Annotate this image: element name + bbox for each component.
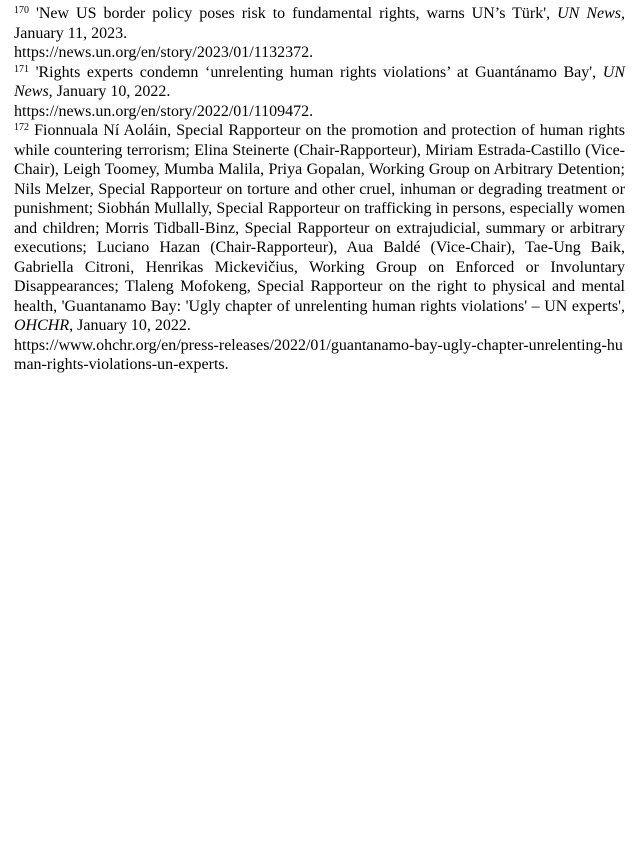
- citation-source-title: UN News,: [557, 5, 626, 22]
- citation-text: , January 10, 2022.: [69, 317, 191, 334]
- footnote-number: 170: [14, 5, 29, 16]
- footnote-url: https://news.un.org/en/story/2022/01/1109472.: [14, 102, 314, 120]
- footnote-172: [14, 121, 625, 375]
- citation-text: January 11, 2023.: [14, 24, 128, 42]
- footnote-number: 172: [14, 122, 29, 133]
- footnote-url: https://news.un.org/en/story/2023/01/1132372.: [14, 44, 314, 61]
- footnote-url: https://www.ohchr.org/en/press-releases/2022/01/guantanamo-bay-ugly-chapter-unrelenting-human-rights-violations-un-experts.: [14, 336, 623, 373]
- footnote-170: [14, 4, 625, 63]
- citation-source-title: OHCHR: [14, 317, 70, 334]
- citation-text: Fionnuala Ní Aoláin, Special Rapporteur on the promotion and protection of human rights while countering terrorism; Elina Steinerte (Chair-Rapporteur), Miriam Estrada-Castillo (Vice-Chair), Leigh Toomey, Mumba Malila, Priya Gopalan, Working Group on Arbitrary Detention; Nils Melzer, Special Rapporteur on torture and other cruel, inhuman or degrading treatment or punishment; Siobhán Mullally, Special Rapporteur on trafficking in persons, especially women and children; Morris Tidball-Binz, Special Rapporteur on extrajudicial, summary or arbitrary executions; Luciano Hazan (Chair-Rapporteur), Aua Baldé (Vice-Chair), Tae-Ung Baik, Gabriella Citroni, Henrikas Mickevičius, Working Group on Enforced or Involuntary Disappearances; Tlaleng Mofokeng, Special Rapporteur on the right to physical and mental health, 'Guantanamo Bay: 'Ugly chapter of unrelenting human rights violations' – UN experts',: [14, 122, 625, 315]
- citation-text: 'Rights experts condemn ‘unrelenting human rights violations’ at Guantánamo Bay',: [35, 63, 603, 81]
- footnotes-section: [14, 4, 625, 375]
- footnote-number: 171: [14, 63, 29, 75]
- citation-text: , January 10, 2022.: [48, 83, 171, 100]
- citation-text: 'New US border policy poses risk to fundamental rights, warns UN’s Türk',: [35, 5, 558, 22]
- citation-source-title: UN News: [14, 63, 625, 100]
- footnote-171: [14, 63, 625, 122]
